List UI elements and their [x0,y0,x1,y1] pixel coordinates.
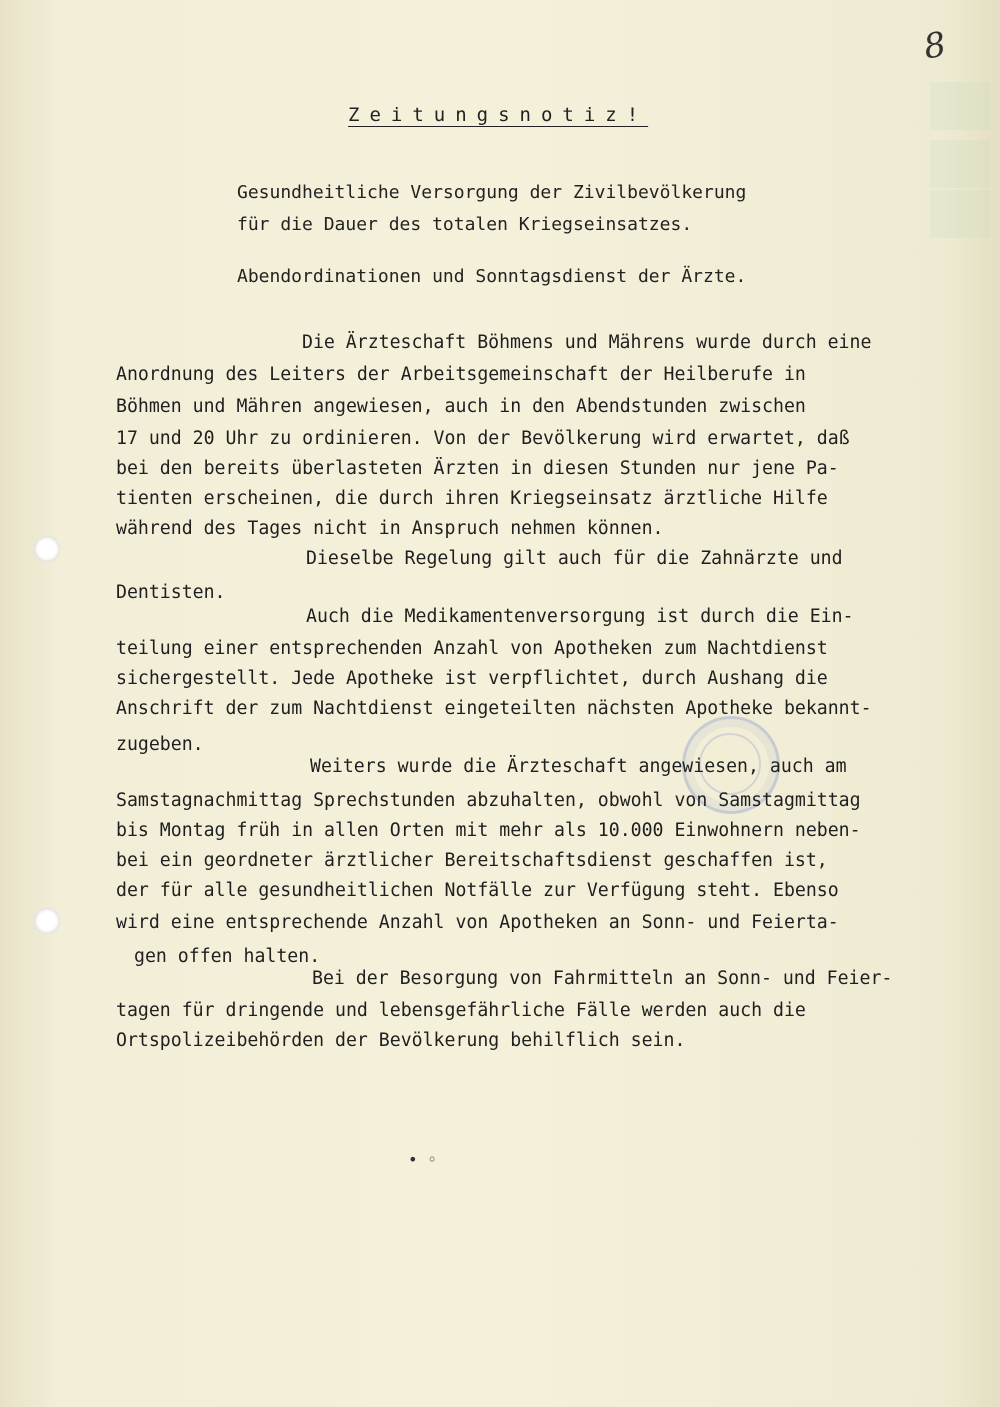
handwritten-page-number: 8 [920,24,949,68]
document-heading: Zeitungsnotiz! [348,104,649,126]
body-text-line: teilung einer entsprechenden Anzahl von Apotheken zum Nachtdienst [116,638,828,659]
body-text-line: Anordnung des Leiters der Arbeitsgemeinschaft der Heilberufe in [116,364,806,385]
punch-hole-icon [34,908,60,934]
body-text-line: Ortspolizeibehörden der Bevölkerung behilflich sein. [116,1030,686,1051]
ink-bleed-mark [930,190,990,238]
ink-bleed-mark [930,140,990,188]
body-text-line: Anschrift der zum Nachtdienst eingeteilten nächsten Apotheke bekannt- [116,698,872,719]
punch-hole-icon [34,536,60,562]
body-text-line: wird eine entsprechende Anzahl von Apotheken an Sonn- und Feierta- [116,912,839,933]
body-text-line: tagen für dringende und lebensgefährliche Fälle werden auch die [116,1000,806,1021]
body-text-line: tienten erscheinen, die durch ihren Kriegseinsatz ärztliche Hilfe [116,488,828,509]
stray-ink-mark: • ◦ [408,1150,437,1169]
subheading-line: Abendordinationen und Sonntagsdienst der Ärzte. [237,266,747,287]
body-text-line: Dieselbe Regelung gilt auch für die Zahnärzte und [306,548,843,569]
body-text-line: der für alle gesundheitlichen Notfälle zur Verfügung steht. Ebenso [116,880,839,901]
body-text-line: Dentisten. [116,582,226,603]
body-text-line: Weiters wurde die Ärzteschaft angewiesen, auch am [310,756,847,777]
body-text-line: bei den bereits überlasteten Ärzten in diesen Stunden nur jene Pa- [116,458,839,479]
body-text-line: Auch die Medikamentenversorgung ist durch die Ein- [306,606,854,627]
body-text-line: bei ein geordneter ärztlicher Bereitschaftsdienst geschaffen ist, [116,850,828,871]
body-text-line: 17 und 20 Uhr zu ordinieren. Von der Bevölkerung wird erwartet, daß [116,428,850,449]
body-text-line: Samstagnachmittag Sprechstunden abzuhalten, obwohl von Samstagmittag [116,790,861,811]
body-text-line: sichergestellt. Jede Apotheke ist verpflichtet, durch Aushang die [116,668,828,689]
subheading-line: für die Dauer des totalen Kriegseinsatzes. [237,214,693,235]
body-text-line: während des Tages nicht in Anspruch nehmen können. [116,518,664,539]
ink-bleed-mark [930,82,990,130]
body-text-line: bis Montag früh in allen Orten mit mehr als 10.000 Einwohnern neben- [116,820,861,841]
body-text-line: gen offen halten. [134,946,321,967]
body-text-line: Die Ärzteschaft Böhmens und Mährens wurde durch eine [302,332,872,353]
body-text-line: Bei der Besorgung von Fahrmitteln an Sonn- und Feier- [312,968,893,989]
body-text-line: Böhmen und Mähren angewiesen, auch in den Abendstunden zwischen [116,396,806,417]
subheading-line: Gesundheitliche Versorgung der Zivilbevölkerung [237,182,747,203]
body-text-line: zugeben. [116,734,204,755]
